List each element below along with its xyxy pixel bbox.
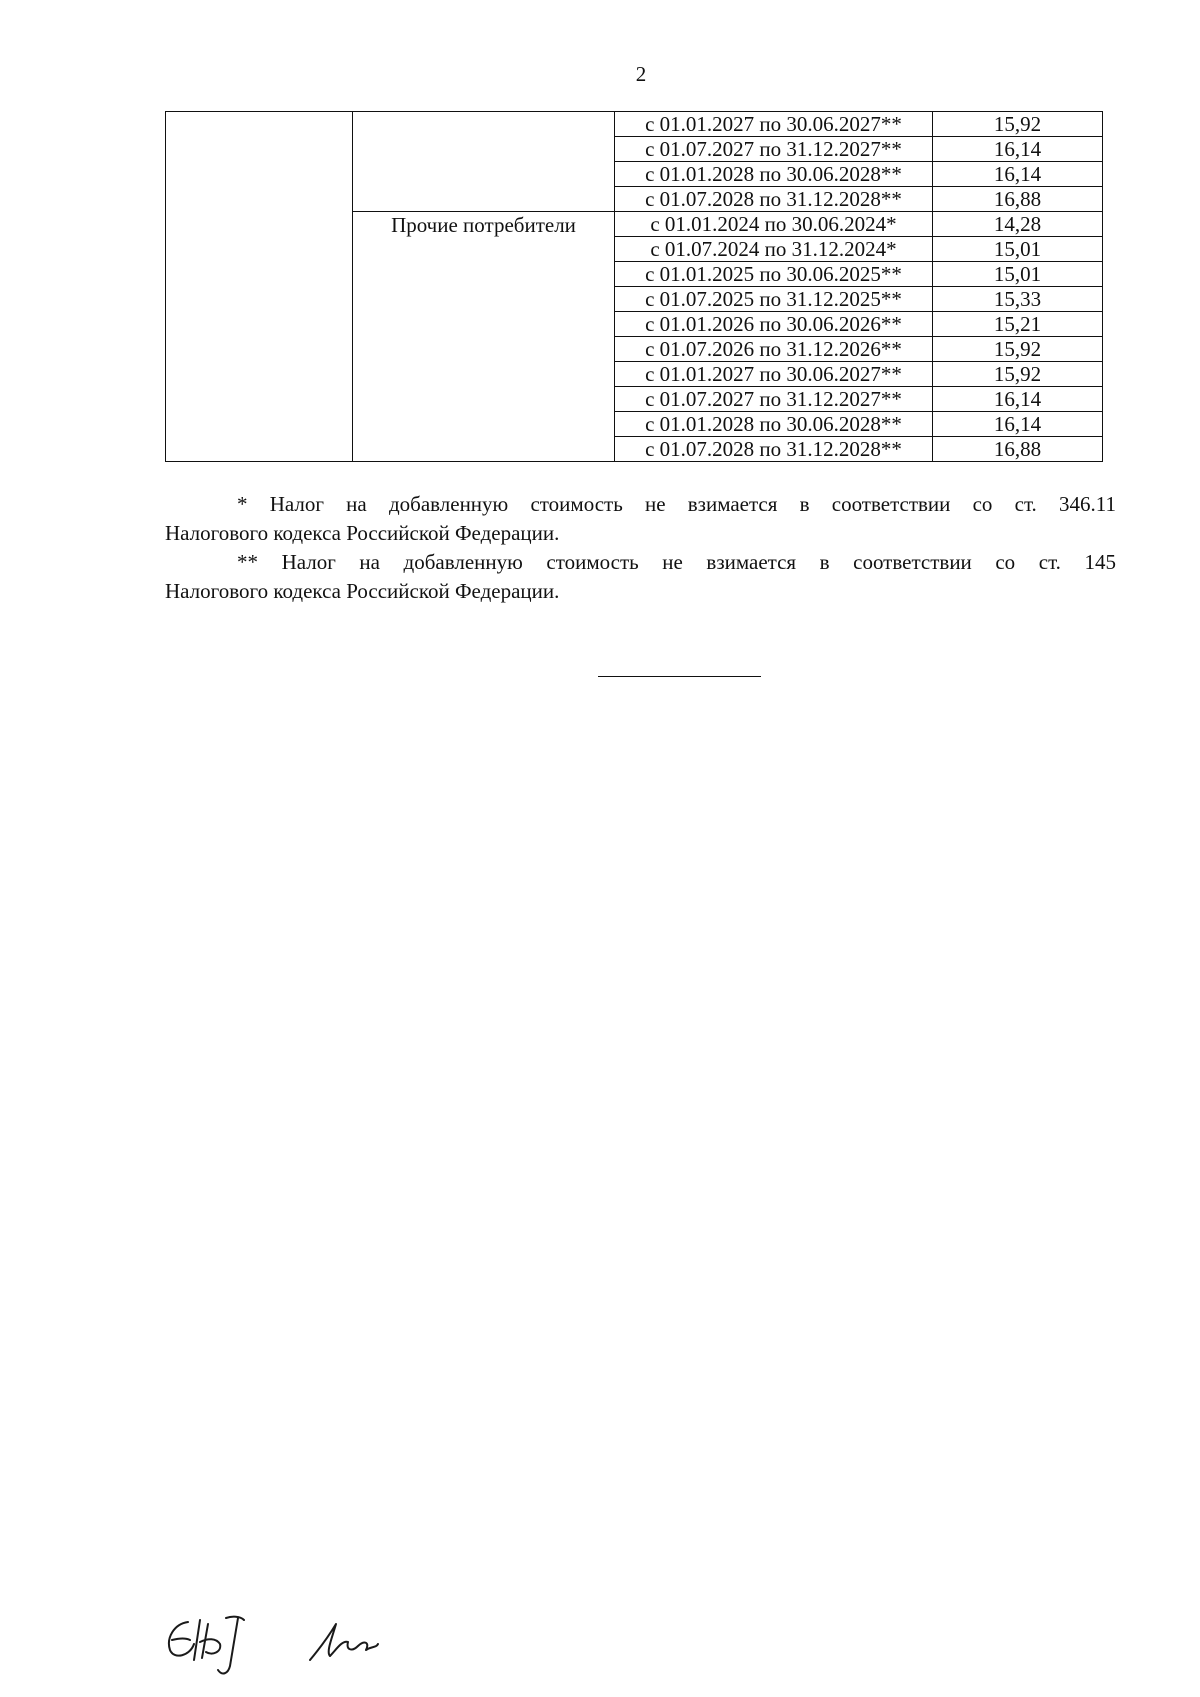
footnote-line: * Налог на добавленную стоимость не взимается в соответствии со ст. 346.11 <box>237 492 1116 516</box>
signature-stroke-3 <box>218 1617 244 1674</box>
footnote-line: ** Налог на добавленную стоимость не взимается в соответствии со ст. 145 <box>237 550 1116 574</box>
value-cell: 15,92 <box>933 112 1103 137</box>
table-row <box>166 112 1103 137</box>
footnote-single-asterisk <box>165 490 1116 548</box>
value-cell: 15,92 <box>933 362 1103 387</box>
period-cell: с 01.01.2027 по 30.06.2027** <box>615 112 933 137</box>
footnotes <box>165 490 1116 606</box>
value-cell: 15,92 <box>933 337 1103 362</box>
period-cell: с 01.01.2025 по 30.06.2025** <box>615 262 933 287</box>
group-cell-empty <box>166 112 353 462</box>
period-cell: с 01.07.2028 по 31.12.2028** <box>615 187 933 212</box>
signature-stroke-1 <box>169 1622 194 1656</box>
period-cell: с 01.07.2025 по 31.12.2025** <box>615 287 933 312</box>
period-cell: с 01.01.2024 по 30.06.2024* <box>615 212 933 237</box>
value-cell: 16,88 <box>933 187 1103 212</box>
consumer-group-label: Прочие потребители <box>353 212 615 462</box>
period-cell: с 01.07.2027 по 31.12.2027** <box>615 387 933 412</box>
page-number: 2 <box>635 62 647 86</box>
period-cell: с 01.01.2028 по 30.06.2028** <box>615 162 933 187</box>
value-cell: 15,21 <box>933 312 1103 337</box>
footnote-line: Налогового кодекса Российской Федерации. <box>165 579 560 603</box>
period-cell: с 01.01.2027 по 30.06.2027** <box>615 362 933 387</box>
end-separator-line <box>598 676 761 677</box>
value-cell: 15,01 <box>933 237 1103 262</box>
value-cell: 16,14 <box>933 137 1103 162</box>
value-cell: 15,01 <box>933 262 1103 287</box>
handwritten-signatures <box>160 1604 420 1684</box>
subgroup-cell-empty <box>353 112 615 212</box>
tariff-table <box>165 111 1103 462</box>
period-cell: с 01.07.2028 по 31.12.2028** <box>615 437 933 462</box>
value-cell: 16,14 <box>933 162 1103 187</box>
period-cell: с 01.01.2028 по 30.06.2028** <box>615 412 933 437</box>
value-cell: 16,14 <box>933 387 1103 412</box>
period-cell: с 01.07.2027 по 31.12.2027** <box>615 137 933 162</box>
signature-stroke-4 <box>310 1624 378 1660</box>
period-cell: с 01.07.2024 по 31.12.2024* <box>615 237 933 262</box>
signature-stroke-2 <box>194 1620 220 1660</box>
value-cell: 16,14 <box>933 412 1103 437</box>
footnote-line: Налогового кодекса Российской Федерации. <box>165 521 560 545</box>
value-cell: 16,88 <box>933 437 1103 462</box>
value-cell: 14,28 <box>933 212 1103 237</box>
value-cell: 15,33 <box>933 287 1103 312</box>
footnote-double-asterisk <box>165 548 1116 606</box>
period-cell: с 01.01.2026 по 30.06.2026** <box>615 312 933 337</box>
period-cell: с 01.07.2026 по 31.12.2026** <box>615 337 933 362</box>
